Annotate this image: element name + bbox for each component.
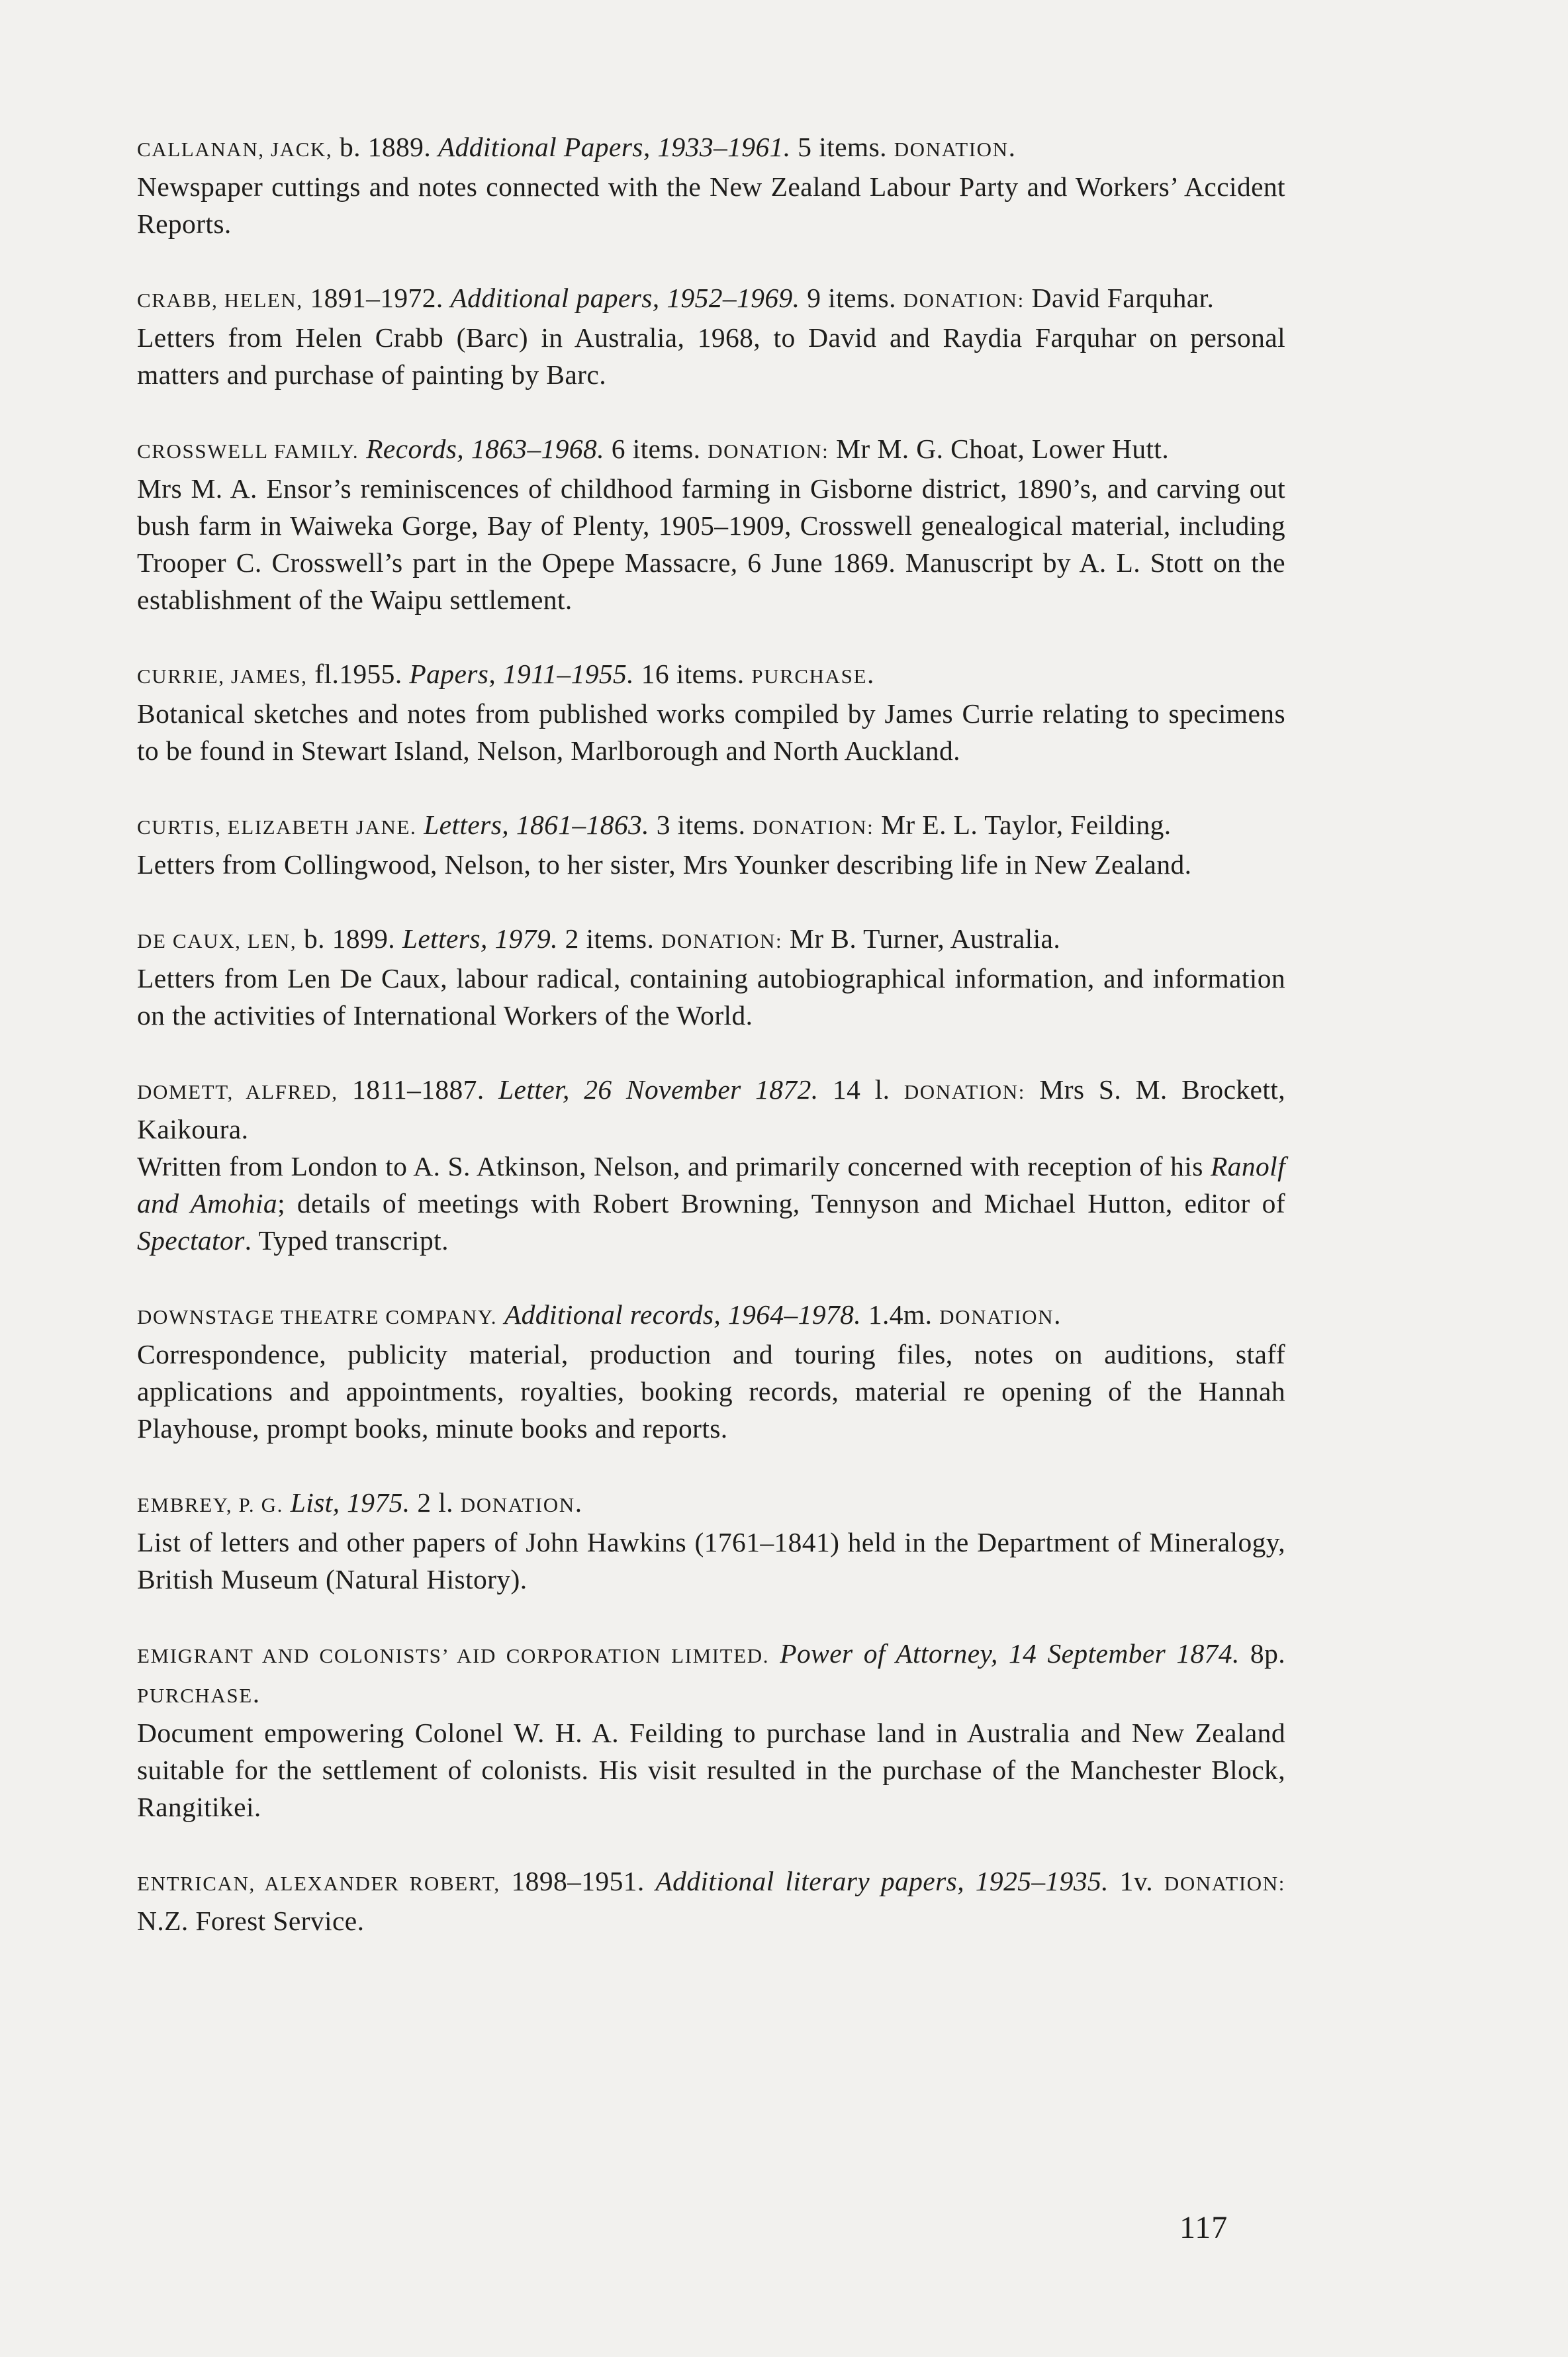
entry-name: DOWNSTAGE THEATRE COMPANY. (137, 1305, 498, 1328)
acquisition-source: Mrs S. M. Brockett, Kaikoura. (137, 1074, 1285, 1144)
entry-name: CRABB, HELEN, (137, 289, 303, 312)
entry-callanan (137, 128, 1285, 242)
acquisition-type: DONATION: (903, 289, 1025, 312)
entry-title: List, 1975. (290, 1487, 410, 1518)
entry-title: Papers, 1911–1955. (409, 659, 634, 689)
entry-domett (137, 1071, 1285, 1259)
entry-crosswell (137, 430, 1285, 618)
entry-heading: DOMETT, ALFRED, 1811–1887. Letter, 26 November 1872. 14 l. DONATION: Mrs S. M. Brockett, Kaikoura. (137, 1074, 1285, 1144)
acquisition-type: PURCHASE (751, 665, 868, 688)
entry-heading: CURTIS, ELIZABETH JANE. Letters, 1861–1863. 3 items. DONATION: Mr E. L. Taylor, Feilding. (137, 809, 1172, 840)
entry-name: CURTIS, ELIZABETH JANE. (137, 815, 417, 839)
entry-heading: EMBREY, P. G. List, 1975. 2 l. DONATION. (137, 1487, 582, 1518)
entry-de-caux (137, 920, 1285, 1034)
entry-title: Additional records, 1964–1978. (504, 1299, 862, 1330)
entry-title: Records, 1863–1968. (366, 434, 604, 464)
acquisition-type: DONATION (460, 1493, 575, 1516)
acquisition-type: DONATION (894, 138, 1009, 161)
catalogue-page (137, 128, 1285, 1976)
entry-description: Letters from Helen Crabb (Barc) in Australia, 1968, to David and Raydia Farquhar on personal matters and purchase of painting by Barc. (137, 322, 1285, 390)
acquisition-source: David Farquhar. (1024, 283, 1215, 313)
entry-title: Letters, 1861–1863. (424, 809, 649, 840)
entry-downstage (137, 1296, 1285, 1447)
acquisition-source: Mr B. Turner, Australia. (782, 923, 1061, 954)
entry-heading: DOWNSTAGE THEATRE COMPANY. Additional records, 1964–1978. 1.4m. DONATION. (137, 1299, 1061, 1330)
entry-heading: CRABB, HELEN, 1891–1972. Additional papers, 1952–1969. 9 items. DONATION: David Farquhar. (137, 283, 1215, 313)
acquisition-type: DONATION (939, 1305, 1054, 1328)
entry-name: CROSSWELL FAMILY. (137, 439, 359, 463)
entry-name: EMIGRANT AND COLONISTS’ AID CORPORATION LIMITED. (137, 1644, 770, 1667)
acquisition-source: . (867, 659, 874, 689)
entry-title: Power of Attorney, 14 September 1874. (780, 1638, 1240, 1669)
entry-description: List of letters and other papers of John Hawkins (1761–1841) held in the Department of Mineralogy, British Museum (Natural History). (137, 1527, 1285, 1594)
entry-title: Letter, 26 November 1872. (498, 1074, 819, 1105)
page-number: 117 (1179, 2210, 1228, 2245)
entry-description: Document empowering Colonel W. H. A. Feilding to purchase land in Australia and New Zealand suitable for the settlement of colonists. His visit resulted in the purchase of the Manchester Block, Rangitikei. (137, 1718, 1285, 1822)
entry-description: Botanical sketches and notes from published works compiled by James Currie relating to specimens to be found in Stewart Island, Nelson, Marlborough and North Auckland. (137, 698, 1285, 766)
entry-heading: ENTRICAN, ALEXANDER ROBERT, 1898–1951. Additional literary papers, 1925–1935. 1v. DONATION: N.Z. Forest Service. (137, 1866, 1285, 1936)
entry-name: EMBREY, P. G. (137, 1493, 283, 1516)
entry-title: Additional literary papers, 1925–1935. (655, 1866, 1109, 1896)
entry-crabb (137, 279, 1285, 393)
entry-description: Written from London to A. S. Atkinson, Nelson, and primarily concerned with reception of his Ranolf and Amohia; details of meetings with Robert Browning, Tennyson and Michael Hutton, editor of Spectator. Typed transcript. (137, 1151, 1285, 1256)
entry-name: CURRIE, JAMES, (137, 665, 308, 688)
entry-emigrant-corporation (137, 1635, 1285, 1826)
entry-description: Letters from Collingwood, Nelson, to her sister, Mrs Younker describing life in New Zealand. (137, 849, 1192, 880)
acquisition-type: DONATION: (661, 929, 783, 952)
entry-heading: CALLANAN, JACK, b. 1889. Additional Papers, 1933–1961. 5 items. DONATION. (137, 132, 1016, 162)
entry-curtis (137, 806, 1285, 883)
entry-title: Additional papers, 1952–1969. (450, 283, 800, 313)
entry-heading: CROSSWELL FAMILY. Records, 1863–1968. 6 items. DONATION: Mr M. G. Choat, Lower Hutt. (137, 434, 1170, 464)
entry-heading: DE CAUX, LEN, b. 1899. Letters, 1979. 2 items. DONATION: Mr B. Turner, Australia. (137, 923, 1061, 954)
entry-name: CALLANAN, JACK, (137, 138, 333, 161)
acquisition-source: Mr M. G. Choat, Lower Hutt. (829, 434, 1170, 464)
entry-embrey (137, 1484, 1285, 1598)
entry-heading: EMIGRANT AND COLONISTS’ AID CORPORATION LIMITED. Power of Attorney, 14 September 1874. 8p. PURCHASE. (137, 1638, 1286, 1708)
entry-heading: CURRIE, JAMES, fl.1955. Papers, 1911–1955. 16 items. PURCHASE. (137, 659, 874, 689)
cited-work-title: Ranolf and Amohia (137, 1151, 1285, 1219)
acquisition-source: . (1008, 132, 1016, 162)
entry-name: DOMETT, ALFRED, (137, 1080, 338, 1103)
entry-name: DE CAUX, LEN, (137, 929, 297, 952)
cited-periodical-title: Spectator (137, 1225, 245, 1256)
entry-description: Newspaper cuttings and notes connected with the New Zealand Labour Party and Workers’ Accident Reports. (137, 171, 1285, 239)
acquisition-type: DONATION: (1164, 1872, 1285, 1895)
entry-entrican (137, 1863, 1285, 1939)
entry-title: Additional Papers, 1933–1961. (438, 132, 791, 162)
acquisition-type: DONATION: (903, 1080, 1025, 1103)
acquisition-source: N.Z. Forest Service. (137, 1906, 365, 1936)
acquisition-source: . (1054, 1299, 1061, 1330)
entry-description: Correspondence, publicity material, production and touring files, notes on auditions, staff applications and appointments, royalties, booking records, material re opening of the Hannah Playhouse, prompt books, minute books and reports. (137, 1339, 1285, 1444)
acquisition-source: Mr E. L. Taylor, Feilding. (874, 809, 1172, 840)
entry-title: Letters, 1979. (402, 923, 558, 954)
entry-name: ENTRICAN, ALEXANDER ROBERT, (137, 1872, 500, 1895)
acquisition-source: . (575, 1487, 582, 1518)
entry-description: Mrs M. A. Ensor’s reminiscences of childhood farming in Gisborne district, 1890’s, and carving out bush farm in Waiweka Gorge, Bay of Plenty, 1905–1909, Crosswell genealogical material, including Trooper C. Crosswell’s part in the Opepe Massacre, 6 June 1869. Manuscript by A. L. Stott on the establishment of the Waipu settlement. (137, 473, 1285, 615)
acquisition-type: DONATION: (708, 439, 829, 463)
entry-currie (137, 655, 1285, 769)
acquisition-type: PURCHASE (137, 1684, 253, 1707)
acquisition-type: DONATION: (753, 815, 874, 839)
entry-description: Letters from Len De Caux, labour radical, containing autobiographical information, and information on the activities of International Workers of the World. (137, 963, 1285, 1031)
acquisition-source: . (252, 1678, 260, 1708)
